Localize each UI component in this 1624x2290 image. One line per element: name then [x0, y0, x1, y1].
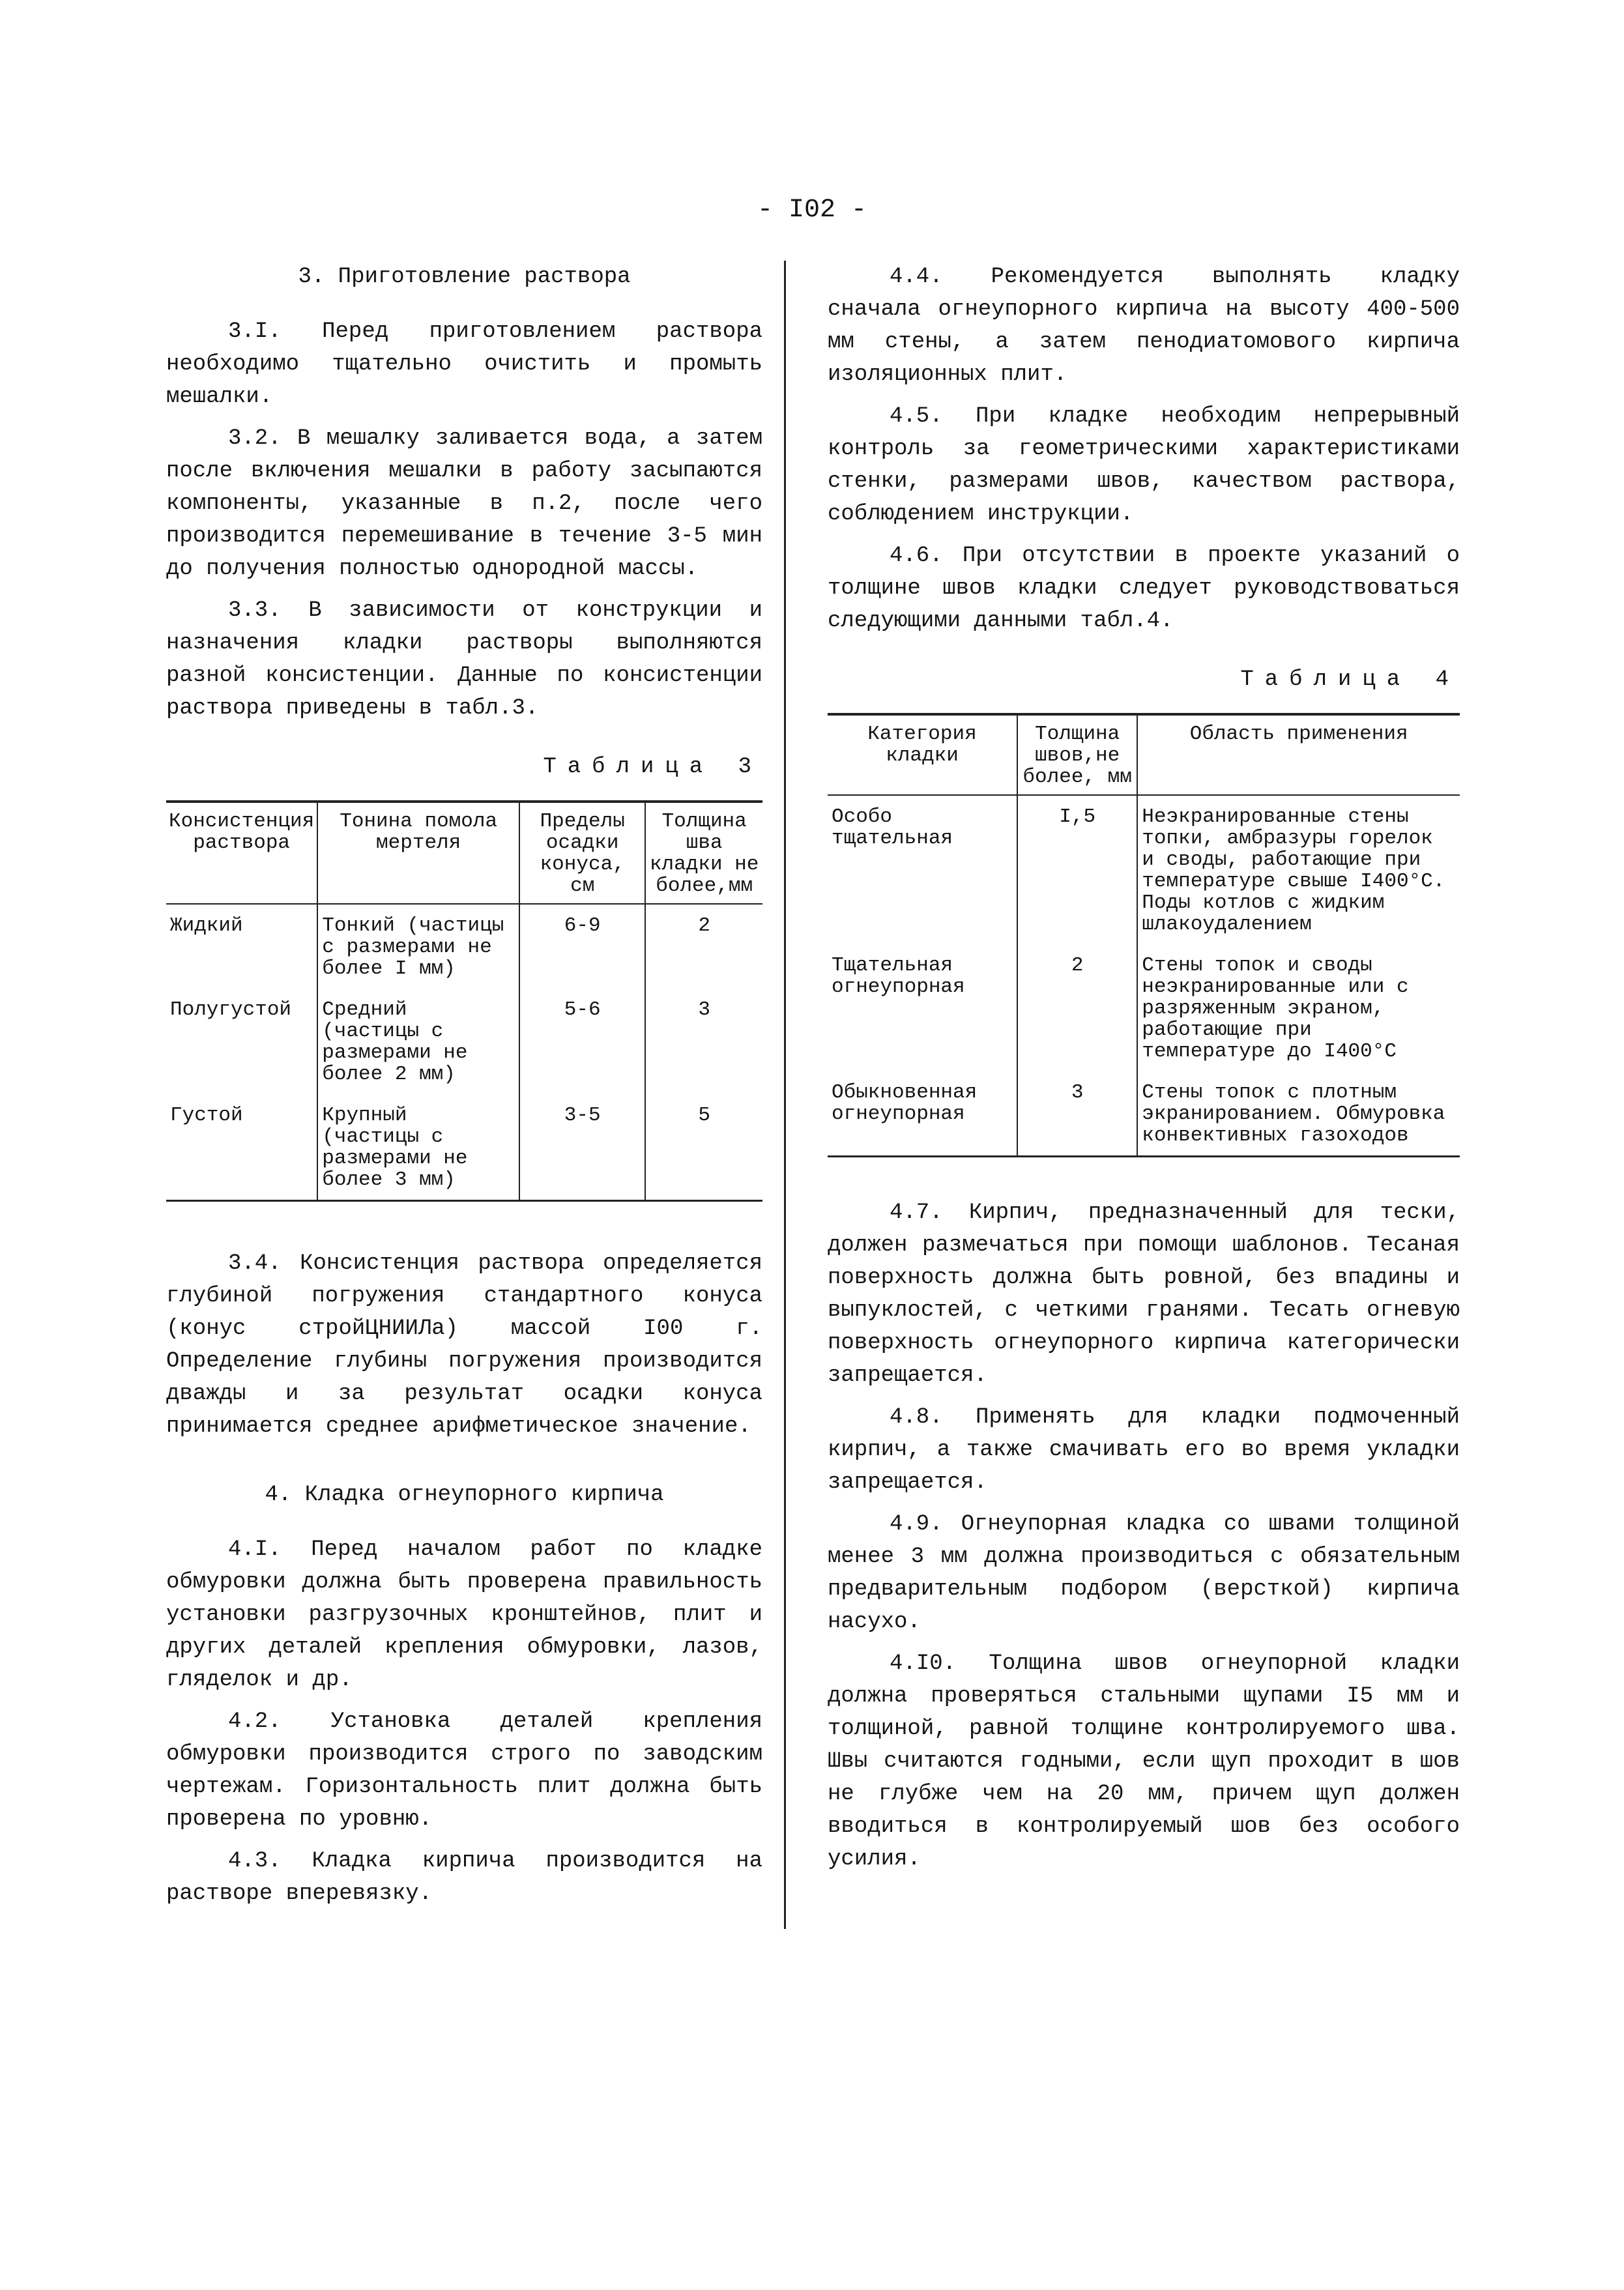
table-cell: Тщательная огнеупорная	[832, 954, 965, 998]
table-3	[166, 800, 762, 1202]
paragraph-4-10: 4.I0. Толщина швов огнеупорной кладки должна проверяться стальными щупами I5 мм и толщиной, равной толщине контролируемого шва. Швы считаются годными, если щуп проходит в шов не глубже чем на 20 мм, причем щуп должен вводиться в контролируемый шов без особого усилия.	[828, 1651, 1460, 1872]
paragraph-4-6: 4.6. При отсутствии в проекте указаний о толщине швов кладки следует руководствоваться следующими данными табл.4.	[828, 544, 1460, 633]
paragraph-3-3: 3.3. В зависимости от конструкции и назначения кладки растворы выполняются разной консистенции. Данные по консистенции раствора приведены в табл.3.	[166, 598, 762, 721]
left-column	[166, 261, 762, 1919]
table-cell: 2	[1017, 944, 1137, 1071]
right-column	[828, 261, 1460, 1885]
table-cell: 3	[1017, 1071, 1137, 1157]
table-3-header-consistency: Консистенция раствора	[166, 802, 317, 904]
table-cell: Обыкновенная огнеупорная	[828, 1071, 1017, 1157]
table-3-header-grinding: Тонина помола мертеля	[317, 802, 519, 904]
paragraph-4-4: 4.4. Рекомендуется выполнять кладку сначала огнеупорного кирпича на высоту 400-500 мм стены, а затем пенодиатомового кирпича изоляционных плит.	[828, 265, 1460, 387]
table-cell: I,5	[1017, 795, 1137, 944]
page-number: - I02 -	[757, 196, 867, 225]
table-cell: 5-6	[519, 989, 645, 1094]
table-cell: Тонкий (частицы с размерами не более I мм)	[317, 904, 519, 989]
paragraph-3-4: 3.4. Консистенция раствора определяется глубиной погружения стандартного конуса (конус стройЦНИИЛа) массой I00 г. Определение глубины погружения производится дважды и за результат осадки конуса принимается среднее арифметическое значение.	[166, 1251, 762, 1439]
table-3-header-row	[166, 802, 762, 904]
paragraph-4-2: 4.2. Установка деталей крепления обмуровки производится строго по заводским чертежам. Горизонтальность плит должна быть проверена по уровню.	[166, 1709, 762, 1832]
paragraph-3-1: 3.I. Перед приготовлением раствора необходимо тщательно очистить и промыть мешалки.	[166, 319, 762, 409]
table-4	[828, 713, 1460, 1157]
table-cell: Стены топок с плотным экранированием. Обмуровка конвективных газоходов	[1137, 1071, 1460, 1157]
paragraph-4-1: 4.I. Перед началом работ по кладке обмуровки должна быть проверена правильность установки разгрузочных кронштейнов, плит и других деталей крепления обмуровки, лазов, гляделок и др.	[166, 1537, 762, 1692]
table-cell: Жидкий	[170, 914, 243, 937]
section-3-heading: 3. Приготовление раствора	[298, 265, 631, 289]
table-4-header-thickness: Толщина швов,не более, мм	[1017, 714, 1137, 795]
table-row	[828, 1071, 1460, 1157]
column-divider	[784, 261, 786, 1929]
table-cell: 5	[645, 1094, 762, 1201]
section-4-heading: 4. Кладка огнеупорного кирпича	[265, 1483, 664, 1507]
table-cell: 6-9	[519, 904, 645, 989]
table-cell: 2	[645, 904, 762, 989]
table-row	[828, 795, 1460, 944]
table-cell: 3-5	[519, 1094, 645, 1201]
table-3-header-joint: Толщина шва кладки не более,мм	[645, 802, 762, 904]
table-row	[166, 1094, 762, 1201]
table-cell: Неэкранированные стены топки, амбразуры горелок и своды, работающие при температуре свыше I400°С. Поды котлов с жидким шлакоудалением	[1137, 795, 1460, 944]
table-3-header-cone: Пределы осадки конуса, см	[519, 802, 645, 904]
table-cell: Стены топок и своды неэкранированные или с разряженным экраном, работающие при температуре до I400°С	[1137, 944, 1460, 1071]
table-cell: Полугустой	[170, 998, 292, 1021]
table-4-header-application: Область применения	[1137, 714, 1460, 795]
table-3-caption: Таблица 3	[543, 755, 762, 779]
table-4-header-category: Категория кладки	[828, 714, 1017, 795]
paragraph-4-7: 4.7. Кирпич, предназначенный для тески, должен размечаться при помощи шаблонов. Тесаная поверхность должна быть ровной, без впадины и выпуклостей, с четкими гранями. Тесать огневую поверхность огнеупорного кирпича категорически запрещается.	[828, 1200, 1460, 1388]
table-4-caption: Таблица 4	[1240, 667, 1460, 692]
table-row	[166, 989, 762, 1094]
table-cell: Особо тщательная	[832, 805, 953, 850]
paragraph-4-9: 4.9. Огнеупорная кладка со швами толщиной менее 3 мм должна производиться с обязательным предварительным подбором (версткой) кирпича насухо.	[828, 1512, 1460, 1634]
paragraph-4-8: 4.8. Применять для кладки подмоченный кирпич, а также смачивать его во время укладки запрещается.	[828, 1405, 1460, 1495]
table-cell: Густой	[166, 1094, 317, 1201]
table-4-header-row	[828, 714, 1460, 795]
table-row	[828, 944, 1460, 1071]
paragraph-4-3: 4.3. Кладка кирпича производится на растворе вперевязку.	[166, 1849, 762, 1906]
paragraph-3-2: 3.2. В мешалку заливается вода, а затем после включения мешалки в работу засыпаются компоненты, указанные в п.2, после чего производится перемешивание в течение 3-5 мин до получения полностью однородной массы.	[166, 426, 762, 581]
table-cell: 3	[645, 989, 762, 1094]
paragraph-4-5: 4.5. При кладке необходим непрерывный контроль за геометрическими характеристиками стенки, размерами швов, качеством раствора, соблюдением инструкции.	[828, 404, 1460, 527]
table-row	[166, 904, 762, 989]
table-cell: Средний (частицы с размерами не более 2 мм)	[317, 989, 519, 1094]
table-cell: Крупный (частицы с размерами не более 3 мм)	[317, 1094, 519, 1201]
